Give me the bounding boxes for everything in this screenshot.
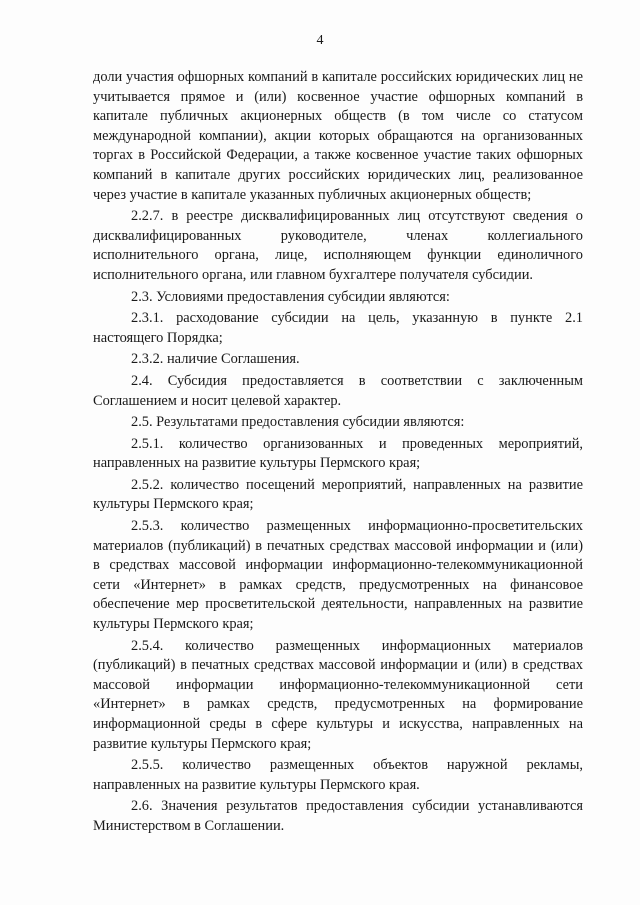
- paragraph-2-2-7: 2.2.7. в реестре дисквалифицированных лиц отсутствуют сведения о дисквалифицированных руководителе, членах коллегиального исполнительного органа, лице, исполняющем функции единоличного исполнительного органа, или главном бухгалтере получателя субсидии.: [93, 208, 583, 283]
- paragraph-2-5-2: 2.5.2. количество посещений мероприятий, направленных на развитие культуры Пермского края;: [93, 476, 583, 513]
- paragraph-2-3-1: 2.3.1. расходование субсидии на цель, указанную в пункте 2.1 настоящего Порядка;: [93, 310, 583, 346]
- paragraph-2-5-5: 2.5.5. количество размещенных объектов наружной рекламы, направленных на развитие культуры Пермского края.: [93, 757, 583, 793]
- paragraph-2-5-4: 2.5.4. количество размещенных информационных материалов (публикаций) в печатных средствах массовой информации и (или) в средствах массовой информации информационно-телекоммуникационной сети «Интернет» в рамках средств, предусмотренных на формирование информационной среды в сфере культуры и искусства, направленных на развитие культуры Пермского края;: [93, 637, 583, 752]
- paragraph-2-6: 2.6. Значения результатов предоставления субсидии устанавливаются Министерством в Соглашении.: [93, 798, 583, 834]
- paragraph-2-3: 2.3. Условиями предоставления субсидии являются:: [131, 288, 450, 305]
- paragraph-offshore-continuation: доли участия офшорных компаний в капитале российских юридических лиц не учитывается прямое и (или) косвенное участие офшорных компаний в капитале публичных акционерных обществ (в том числе со статусом международной компании), акции которых обращаются на организованных торгах в Российской Федерации, а также косвенное участие таких офшорных компаний в капитале других российских юридических лиц, реализованное через участие в капитале указанных публичных акционерных обществ;: [93, 69, 583, 203]
- document-body: [93, 68, 583, 837]
- paragraph-2-5: 2.5. Результатами предоставления субсидии являются:: [131, 414, 465, 431]
- paragraph-2-3-2: 2.3.2. наличие Соглашения.: [131, 351, 300, 368]
- page-number: 4: [316, 33, 324, 48]
- paragraph-2-4: 2.4. Субсидия предоставляется в соответствии с заключенным Соглашением и носит целевой характер.: [93, 372, 583, 409]
- paragraph-2-5-3: 2.5.3. количество размещенных информационно-просветительских материалов (публикаций) в печатных средствах массовой информации и (или) в средствах массовой информации информационно-телекоммуникационной сети «Интернет» в рамках средств, предусмотренных на финансовое обеспечение мер просветительской деятельности, направленных на развитие культуры Пермского края;: [93, 518, 583, 633]
- paragraph-2-5-1: 2.5.1. количество организованных и проведенных мероприятий, направленных на развитие культуры Пермского края;: [93, 435, 583, 472]
